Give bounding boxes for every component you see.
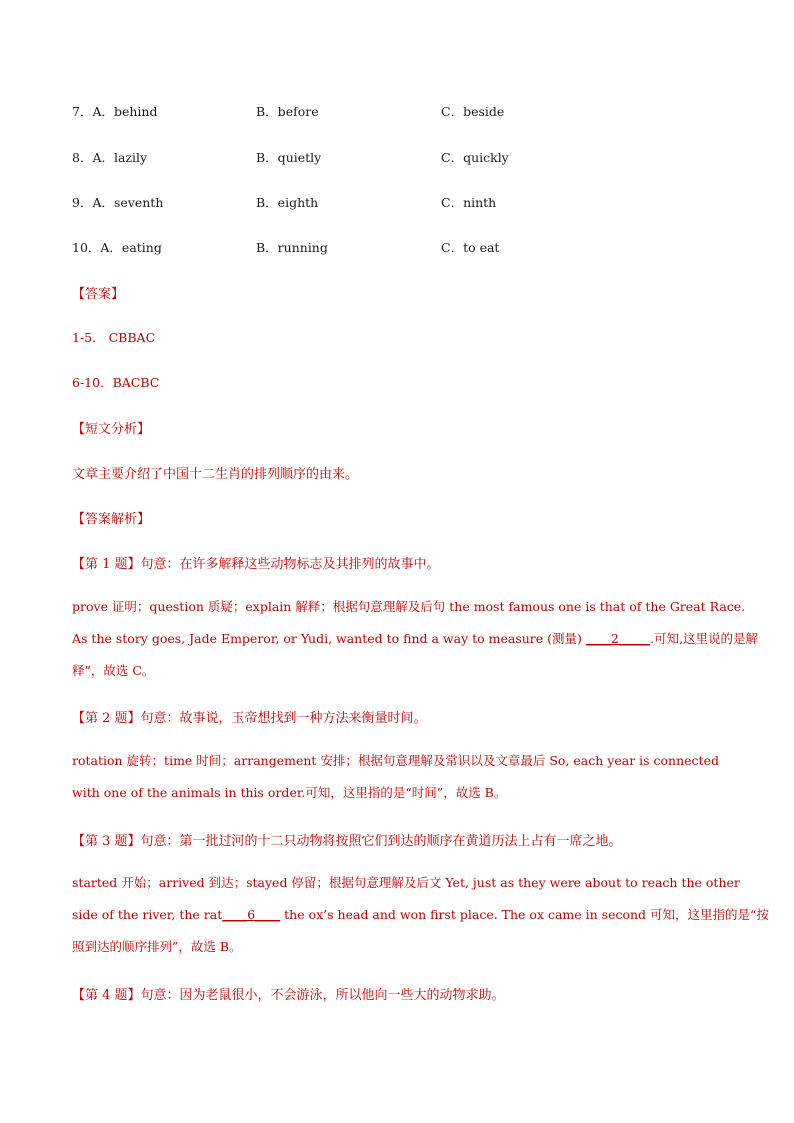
option-c: C．quickly — [441, 150, 509, 165]
option-a: 7．A．behind — [72, 104, 158, 119]
explain-header: 【答案解析】 — [72, 512, 151, 527]
option-c: C．to eat — [441, 240, 500, 255]
option-b: B．quietly — [256, 150, 322, 165]
q3-title: 【第 3 题】句意：第一批过河的十二只动物将按照它们到达的顺序在黄道历法上占有一席之地。 — [72, 834, 622, 849]
analysis-text: 文章主要介绍了中国十二生肖的排列顺序的由来。 — [72, 467, 359, 482]
option-a: 8．A．lazily — [72, 150, 148, 165]
q2-title: 【第 2 题】句意：故事说，玉帝想找到一种方法来衡量时间。 — [72, 711, 427, 726]
option-c: C．beside — [441, 104, 505, 119]
q1-title: 【第 1 题】句意：在许多解释这些动物标志及其排列的故事中。 — [72, 557, 440, 572]
option-row-7 — [72, 102, 722, 122]
q3-line-1: started 开始；arrived 到达；stayed 停留；根据句意理解及后文 Yet, just as they were about to reach the other — [72, 875, 740, 890]
q4-title: 【第 4 题】句意：因为老鼠很小，不会游泳，所以他向一些大的动物求助。 — [72, 988, 505, 1003]
q1-explanation — [72, 591, 759, 687]
q3-line-3: 照到达的顺序排列”，故选 B。 — [72, 939, 242, 954]
option-row-8 — [72, 148, 722, 168]
analysis-header: 【短文分析】 — [72, 422, 151, 437]
q3-line-2-pre: side of the river, the rat — [72, 907, 223, 922]
q3-blank: ____6____ — [222, 907, 281, 922]
answer-header: 【答案】 — [72, 287, 125, 302]
q2-line-2: with one of the animals in this order.可知，这里指的是“时间”，故选 B。 — [72, 785, 507, 800]
q3-explanation — [72, 867, 769, 963]
q2-explanation — [72, 745, 726, 809]
option-b: B．before — [256, 104, 319, 119]
q1-line-3: 释”，故选 C。 — [72, 663, 155, 678]
option-row-9 — [72, 193, 722, 213]
q3-line-2-post: the ox’s head and won first place. The ox came in second 可知，这里指的是“按 — [280, 907, 769, 922]
option-row-10 — [72, 238, 722, 258]
option-a: 9．A．seventh — [72, 195, 164, 210]
answer-line-1-5: 1-5． CBBAC — [72, 330, 156, 345]
option-a: 10．A．eating — [72, 240, 162, 255]
q1-line-1: prove 证明；question 质疑；explain 解释；根据句意理解及后句 the most famous one is that of the Great Race. — [72, 599, 746, 614]
q1-line-2-pre: As the story goes, Jade Emperor, or Yudi, wanted to find a way to measure (测量) — [72, 631, 586, 646]
option-c: C．ninth — [441, 195, 497, 210]
option-b: B．running — [256, 240, 328, 255]
q1-line-2-post: .可知,这里说的是解 — [650, 631, 759, 646]
answer-line-6-10: 6-10．BACBC — [72, 375, 160, 390]
q1-blank: ____2_____ — [585, 631, 651, 646]
option-b: B．eighth — [256, 195, 319, 210]
q2-line-1: rotation 旋转；time 时间；arrangement 安排；根据句意理解及常识以及文章最后 So, each year is connected — [72, 753, 719, 768]
q3-line-2 — [72, 899, 769, 931]
q1-line-2 — [72, 623, 759, 655]
